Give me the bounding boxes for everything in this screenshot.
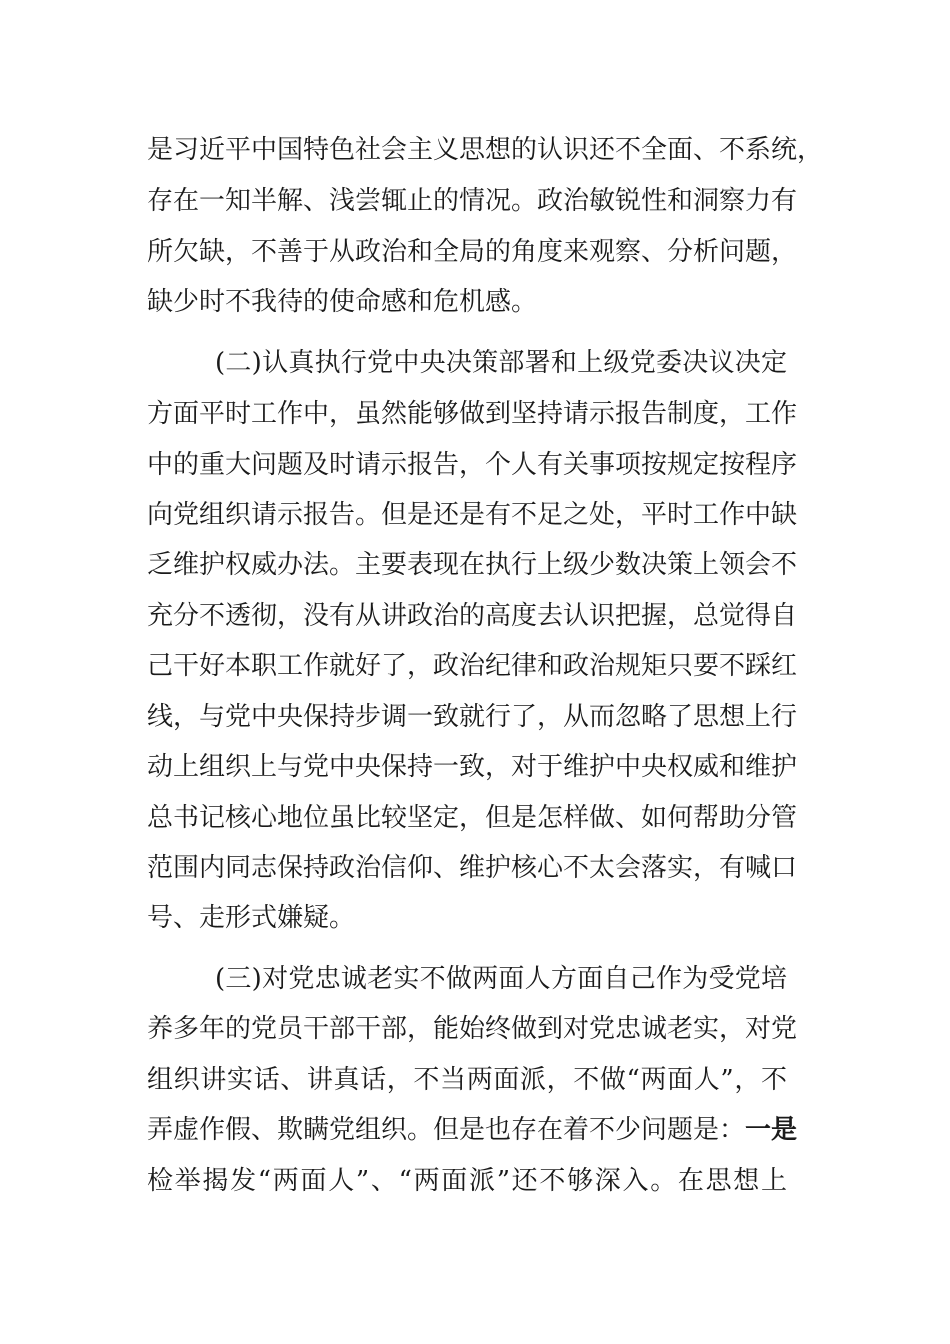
- paragraph-3-line-1: (三)对党忠诚老实不做两面人方面自己作为受党培: [215, 964, 787, 994]
- paragraph-1-line-3: 所欠缺，不善于从政治和全局的角度来观察、分析问题，: [147, 237, 798, 267]
- paragraph-2-line-2: 方面平时工作中，虽然能够做到坚持请示报告制度，工作: [147, 399, 798, 429]
- paragraph-3-line-2: 养多年的党员干部干部，能始终做到对党忠诚老实，对党: [147, 1014, 798, 1044]
- paragraph-2-line-6: 充分不透彻，没有从讲政治的高度去认识把握，总觉得自: [147, 601, 798, 631]
- paragraph-3-line-4: [147, 1110, 798, 1150]
- paragraph-2-line-10: 总书记核心地位虽比较坚定，但是怎样做、如何帮助分管: [147, 803, 798, 833]
- paragraph-2-line-1: (二)认真执行党中央决策部署和上级党委决议决定: [215, 348, 787, 378]
- paragraph-2-line-8: 线，与党中央保持步调一致就行了，从而忽略了思想上行: [147, 702, 798, 732]
- paragraph-1-line-1: 是习近平中国特色社会主义思想的认识还不全面、不系统，: [147, 135, 824, 165]
- paragraph-1-line-2: 存在一知半解、浅尝辄止的情况。政治敏锐性和洞察力有: [147, 186, 798, 216]
- paragraph-3-line-5: 检举揭发“两面人”、“两面派”还不够深入。在思想上: [147, 1166, 787, 1196]
- paragraph-2-line-12: 号、走形式嫌疑。: [147, 903, 356, 933]
- paragraph-3-line-4-text: 弄虚作假、欺瞒党组织。但是也存在着不少问题是：: [147, 1115, 746, 1145]
- paragraph-1-line-4: 缺少时不我待的使命感和危机感。: [147, 287, 538, 317]
- paragraph-2-line-11: 范围内同志保持政治信仰、维护核心不太会落实，有喊口: [147, 853, 798, 883]
- paragraph-3-line-3: 组织讲实话、讲真话，不当两面派，不做“两面人”，不: [147, 1065, 787, 1095]
- paragraph-2-line-5: 乏维护权威办法。主要表现在执行上级少数决策上领会不: [147, 550, 798, 580]
- paragraph-2-line-7: 己干好本职工作就好了，政治纪律和政治规矩只要不踩红: [147, 651, 798, 681]
- paragraph-2-line-4: 向党组织请示报告。但是还是有不足之处，平时工作中缺: [147, 500, 798, 530]
- bold-marker-yi-shi: 一是: [745, 1115, 798, 1145]
- paragraph-2-line-3: 中的重大问题及时请示报告，个人有关事项按规定按程序: [147, 450, 798, 480]
- paragraph-2-line-9: 动上组织上与党中央保持一致，对于维护中央权威和维护: [147, 752, 798, 782]
